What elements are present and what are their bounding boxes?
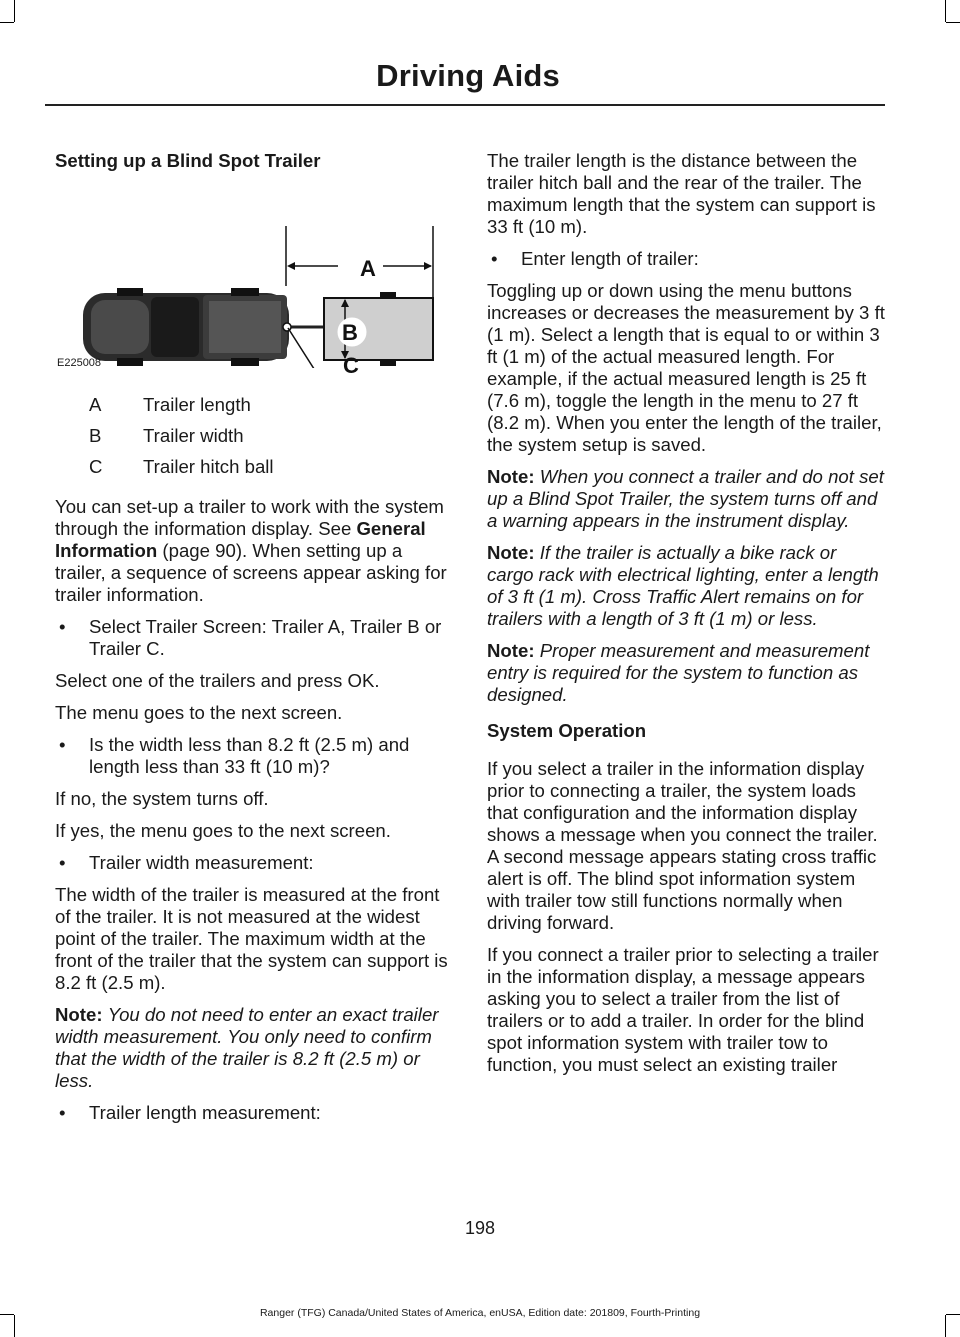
crop-mark bbox=[0, 22, 14, 23]
footer-edition: Ranger (TFG) Canada/United States of America, enUSA, Edition date: 201809, Fourth-Printing bbox=[259, 1307, 701, 1319]
note: Note: When you connect a trailer and do not set up a Blind Spot Trailer, the system turns off and a warning appears in the instrument display. bbox=[487, 466, 884, 531]
figure-legend bbox=[55, 394, 455, 478]
note: Note: You do not need to enter an exact trailer width measurement. You only need to confirm that the width of the trailer is 8.2 ft (2.5 m) or less. bbox=[55, 1004, 439, 1091]
header-rule bbox=[45, 104, 885, 106]
svg-text:B: B bbox=[342, 320, 358, 345]
callout-c bbox=[335, 351, 375, 381]
legend-row bbox=[55, 394, 455, 416]
right-column bbox=[487, 150, 887, 1086]
bullet-item: • Is the width less than 8.2 ft (2.5 m) and length less than 33 ft (10 m)? bbox=[59, 734, 410, 777]
paragraph: If you select a trailer in the information display prior to connecting a trailer, the system loads that configuration and the information display shows a message when you connect the trailer. A second message appears stating cross traffic alert is off. The blind spot information system with trailer tow still functions normally when driving forward. bbox=[487, 758, 878, 933]
paragraph: Select one of the trailers and press OK. bbox=[55, 670, 380, 691]
legend-row bbox=[55, 456, 455, 478]
section-heading: Setting up a Blind Spot Trailer bbox=[55, 150, 321, 171]
bullet-item: • Trailer width measurement: bbox=[59, 852, 314, 873]
figure-code: E225008 bbox=[57, 357, 102, 369]
note: Note: Proper measurement and measurement entry is required for the system to function as designed. bbox=[487, 640, 870, 705]
bullet-item: • Enter length of trailer: bbox=[491, 248, 699, 269]
paragraph: You can set-up a trailer to work with the system through the information display. See General Information (page 90). When setting up a trailer, a sequence of screens appear asking for trailer information. bbox=[55, 496, 447, 605]
page-title: Driving Aids bbox=[376, 58, 560, 93]
legend-label: Trailer length bbox=[143, 394, 251, 415]
legend-label: Trailer hitch ball bbox=[143, 456, 274, 477]
paragraph: If yes, the menu goes to the next screen. bbox=[55, 820, 391, 841]
svg-text:C: C bbox=[343, 353, 359, 378]
paragraph: The trailer length is the distance between the trailer hitch ball and the rear of the trailer. The maximum length that the system can support is 33 ft (10 m). bbox=[487, 150, 876, 237]
legend-key: C bbox=[89, 456, 103, 477]
section-heading: System Operation bbox=[487, 720, 647, 741]
trailer-diagram-illustration bbox=[55, 188, 447, 368]
cross-reference-link[interactable]: General Information bbox=[55, 518, 426, 561]
paragraph: The menu goes to the next screen. bbox=[55, 702, 343, 723]
bullet-item: • Trailer length measurement: bbox=[59, 1102, 321, 1123]
paragraph: If you connect a trailer prior to selecting a trailer in the information display, a message appears asking you to select a trailer from the list of trailers or to add a trailer. In order for the blind spot information system with trailer tow to function, you must select an existing trailer bbox=[487, 944, 879, 1075]
trailer-diagram bbox=[55, 188, 447, 378]
legend-key: A bbox=[89, 394, 102, 415]
paragraph: The width of the trailer is measured at the front of the trailer. It is not measured at the widest point of the trailer. The maximum width at the front of the trailer that the system can support is 8.2 ft (2.5 m). bbox=[55, 884, 448, 993]
crop-mark bbox=[946, 22, 960, 23]
crop-mark bbox=[945, 0, 946, 22]
legend-label: Trailer width bbox=[143, 425, 244, 446]
legend-key: B bbox=[89, 425, 102, 446]
paragraph: If no, the system turns off. bbox=[55, 788, 269, 809]
bullet-item: • Select Trailer Screen: Trailer A, Trailer B or Trailer C. bbox=[59, 616, 442, 659]
legend-row bbox=[55, 425, 455, 447]
paragraph: Toggling up or down using the menu buttons increases or decreases the measurement by 3 ft (1 m). Select a length that is equal to or within 3 ft (1 m) of the actual measured length. For example, if the actual measured length is 25 ft (7.6 m), toggle the length in the menu to 27 ft (8.2 m). When you enter the length of the trailer, the system setup is saved. bbox=[487, 280, 885, 455]
page-number: 198 bbox=[464, 1218, 496, 1238]
left-column bbox=[55, 150, 455, 1134]
note: Note: If the trailer is actually a bike rack or cargo rack with electrical lighting, enter a length of 3 ft (1 m). Cross Traffic Alert remains on for trailers with a length of 3 ft (1 m) or less. bbox=[487, 542, 879, 629]
svg-text:A: A bbox=[360, 256, 376, 281]
crop-mark bbox=[14, 0, 15, 22]
